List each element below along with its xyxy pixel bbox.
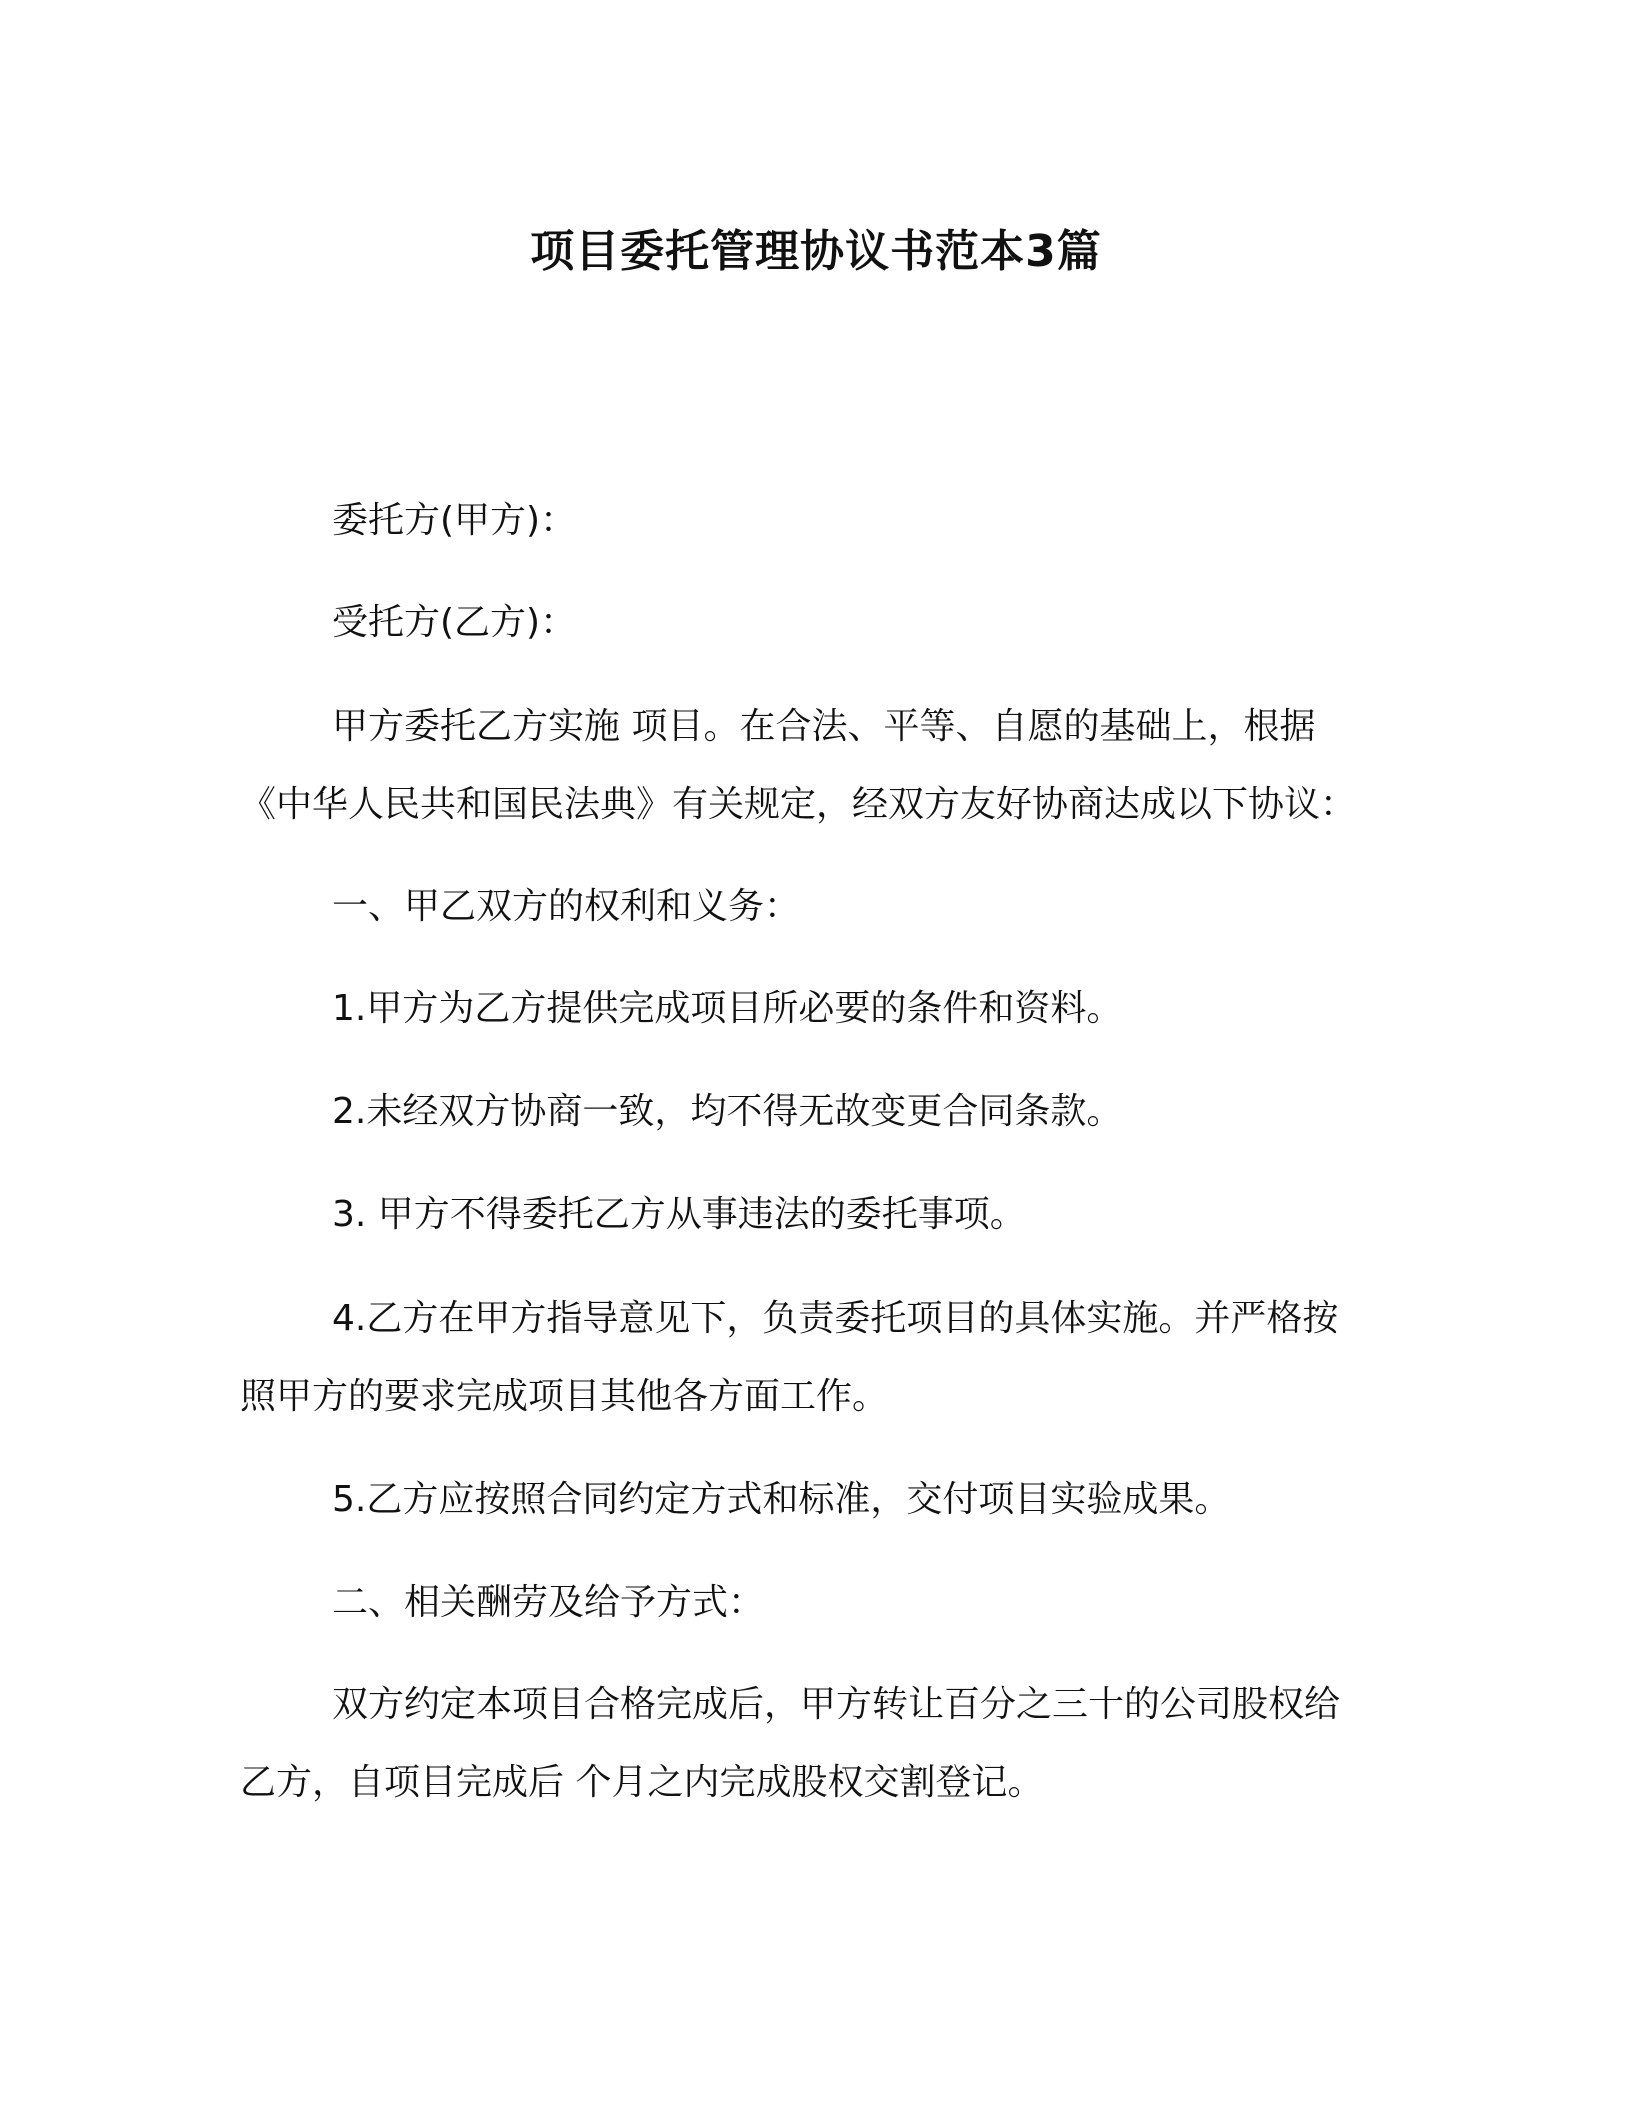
paragraph-line: 《中华人民共和国民法典》有关规定，经双方友好协商达成以下协议： [240,784,1357,825]
clause-5 [240,1461,1392,1539]
paragraph-preamble [240,688,1392,844]
paragraph-line: 2.未经双方协商一致，均不得无故变更合同条款。 [332,1091,1123,1132]
clause-3 [240,1176,1392,1254]
paragraph-line: 甲方委托乙方实施 项目。在合法、平等、自愿的基础上，根据 [332,706,1316,747]
paragraph-line: 1.甲方为乙方提供完成项目所必要的条件和资料。 [332,988,1123,1029]
paragraph-line: 二、相关酬劳及给予方式： [332,1582,765,1623]
document-title: 项目委托管理协议书范本3篇 [530,226,1102,277]
paragraph-line: 4.乙方在甲方指导意见下，负责委托项目的具体实施。并严格按 [332,1298,1339,1339]
paragraph-compensation [240,1666,1392,1822]
paragraph-line: 3. 甲方不得委托乙方从事违法的委托事项。 [332,1194,1026,1235]
paragraph-line: 双方约定本项目合格完成后，甲方转让百分之三十的公司股权给 [332,1684,1341,1725]
section-heading-rights [240,868,1392,946]
paragraph-line: 乙方，自项目完成后 个月之内完成股权交割登记。 [240,1762,1044,1803]
clause-2 [240,1073,1392,1151]
paragraph-line: 照甲方的要求完成项目其他各方面工作。 [240,1376,889,1417]
paragraph-line: 5.乙方应按照合同约定方式和标准，交付项目实验成果。 [332,1479,1231,1520]
paragraph-entrusted-party [240,584,1392,662]
clause-4 [240,1280,1392,1436]
paragraph-line: 一、甲乙双方的权利和义务： [332,886,801,927]
section-heading-compensation [240,1564,1392,1642]
clause-1 [240,970,1392,1048]
paragraph-line: 委托方(甲方)： [332,500,577,541]
paragraph-line: 受托方(乙方)： [332,602,577,643]
paragraph-entrusting-party [240,482,1392,560]
